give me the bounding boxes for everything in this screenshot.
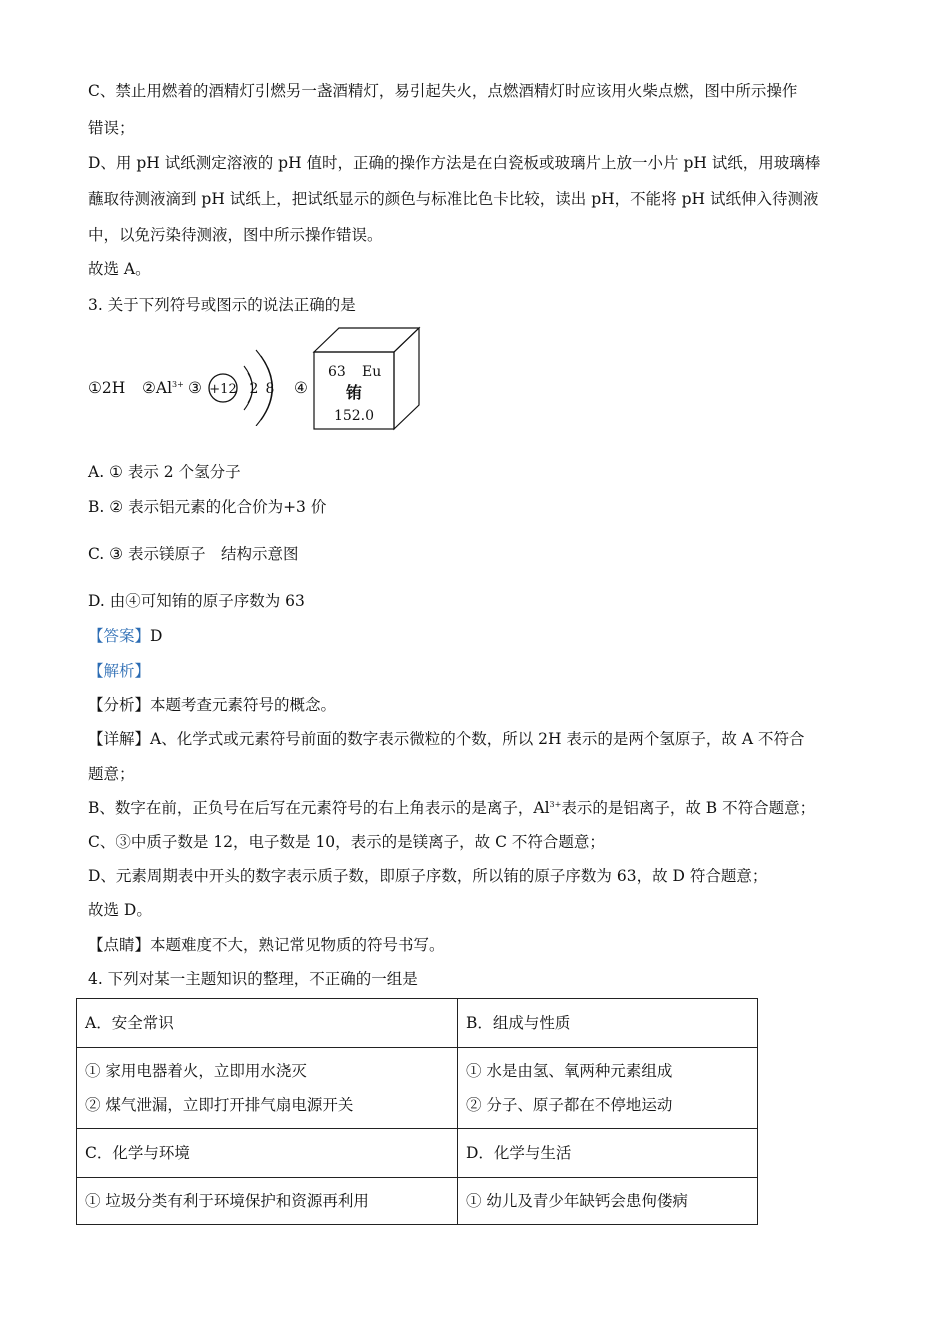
cell-a-head: A．安全常识 <box>77 999 458 1048</box>
q3-detail-line2: 题意； <box>88 765 135 783</box>
b-item-2: ② 分子、原子都在不停地运动 <box>466 1096 673 1114</box>
detail-b-prefix: B、数字在前，正负号在后写在元素符号的右上角表示的是离子，Al <box>88 799 550 817</box>
figure-label-3: ③ <box>188 379 202 397</box>
shell-2-count: 8 <box>265 381 275 397</box>
q3-detail-b <box>88 797 815 819</box>
analysis-tag: 【解析】 <box>88 662 151 680</box>
answer-tag: 【答案】 <box>88 627 151 645</box>
prev-answer-line: 故选 A。 <box>88 260 151 278</box>
atom-structure-diagram <box>204 342 284 426</box>
q3-detail-c: C、③中质子数是 12，电子数是 10，表示的是镁离子，故 C 不符合题意； <box>88 833 605 851</box>
q3-answer-line <box>88 625 162 647</box>
cube-top-face <box>314 328 419 352</box>
table-row <box>77 1048 758 1129</box>
q4-options-table <box>76 998 758 1225</box>
q3-option-c: C. ③ 表示镁原子 结构示意图 <box>88 545 299 563</box>
q3-detail-d: D、元素周期表中开头的数字表示质子数，即原子序数，所以铕的原子序数为 63，故 D 符合题意； <box>88 867 768 885</box>
cell-d-items <box>458 1178 758 1225</box>
figure-label-2 <box>142 378 184 398</box>
periodic-element-cube <box>312 326 422 432</box>
cell-c-head: C．化学与环境 <box>77 1129 458 1178</box>
a-item-1: ① 家用电器着火，立即用水浇灭 <box>85 1062 307 1080</box>
detail-b-charge: 3+ <box>549 800 562 809</box>
q3-option-b: B. ② 表示铝元素的化合价为+3 价 <box>88 498 327 516</box>
element-mass: 152.0 <box>333 408 375 424</box>
d-item-1: ① 幼儿及青少年缺钙会患佝偻病 <box>466 1192 688 1210</box>
table-row <box>77 999 758 1048</box>
q3-detail-line1: 【详解】A、化学式或元素符号前面的数字表示微粒的个数，所以 2H 表示的是两个氢原子，故 A 不符合 <box>88 730 805 748</box>
q4-stem: 4. 下列对某一主题知识的整理，不正确的一组是 <box>88 970 418 988</box>
element-number: 63 <box>328 364 346 380</box>
prev-option-c-line1: C、禁止用燃着的酒精灯引燃另一盏酒精灯，易引起失火，点燃酒精灯时应该用火柴点燃，图中所示操作 <box>88 82 798 100</box>
element-name: 铕 <box>345 383 363 402</box>
q3-figure <box>88 326 428 434</box>
q3-conclusion: 故选 D。 <box>88 901 152 919</box>
table-row <box>77 1178 758 1225</box>
prev-option-d-line2: 蘸取待测液滴到 pH 试纸上，把试纸显示的颜色与标准比色卡比较，读出 pH，不能将 pH 试纸伸入待测液 <box>88 190 819 208</box>
q3-option-d: D. 由④可知铕的原子序数为 63 <box>88 592 305 610</box>
q3-fenxi: 【分析】本题考查元素符号的概念。 <box>88 696 337 714</box>
cell-c-items <box>77 1178 458 1225</box>
figure-label-2-text: ②Al <box>142 379 173 397</box>
prev-option-d-line3: 中，以免污染待测液，图中所示操作错误。 <box>88 226 383 244</box>
q3-stem: 3. 关于下列符号或图示的说法正确的是 <box>88 296 356 314</box>
answer-value: D <box>150 627 163 645</box>
cell-b-items <box>458 1048 758 1129</box>
nucleus-charge: +12 <box>209 382 237 397</box>
prev-option-c-line2: 错误； <box>88 119 135 137</box>
cell-a-items <box>77 1048 458 1129</box>
q3-option-a: A. ① 表示 2 个氢分子 <box>88 463 241 481</box>
q3-dianjing: 【点睛】本题难度不大，熟记常见物质的符号书写。 <box>88 936 445 954</box>
cube-side-face <box>394 328 419 429</box>
cell-d-head: D．化学与生活 <box>458 1129 758 1178</box>
shell-1-count: 2 <box>249 381 259 397</box>
a-item-2: ② 煤气泄漏，立即打开排气扇电源开关 <box>85 1096 354 1114</box>
detail-b-suffix: 表示的是铝离子，故 B 不符合题意； <box>561 799 816 817</box>
figure-label-4: ④ <box>294 379 308 397</box>
table-row <box>77 1129 758 1178</box>
prev-option-d-line1: D、用 pH 试纸测定溶液的 pH 值时，正确的操作方法是在白瓷板或玻璃片上放一小片 pH 试纸，用玻璃棒 <box>88 154 821 172</box>
c-item-1: ① 垃圾分类有利于环境保护和资源再利用 <box>85 1192 369 1210</box>
figure-label-1: ①2H <box>88 379 126 397</box>
figure-label-2-charge: 3+ <box>172 380 184 389</box>
element-symbol: Eu <box>362 364 382 380</box>
b-item-1: ① 水是由氢、氧两种元素组成 <box>466 1062 673 1080</box>
cell-b-head: B．组成与性质 <box>458 999 758 1048</box>
